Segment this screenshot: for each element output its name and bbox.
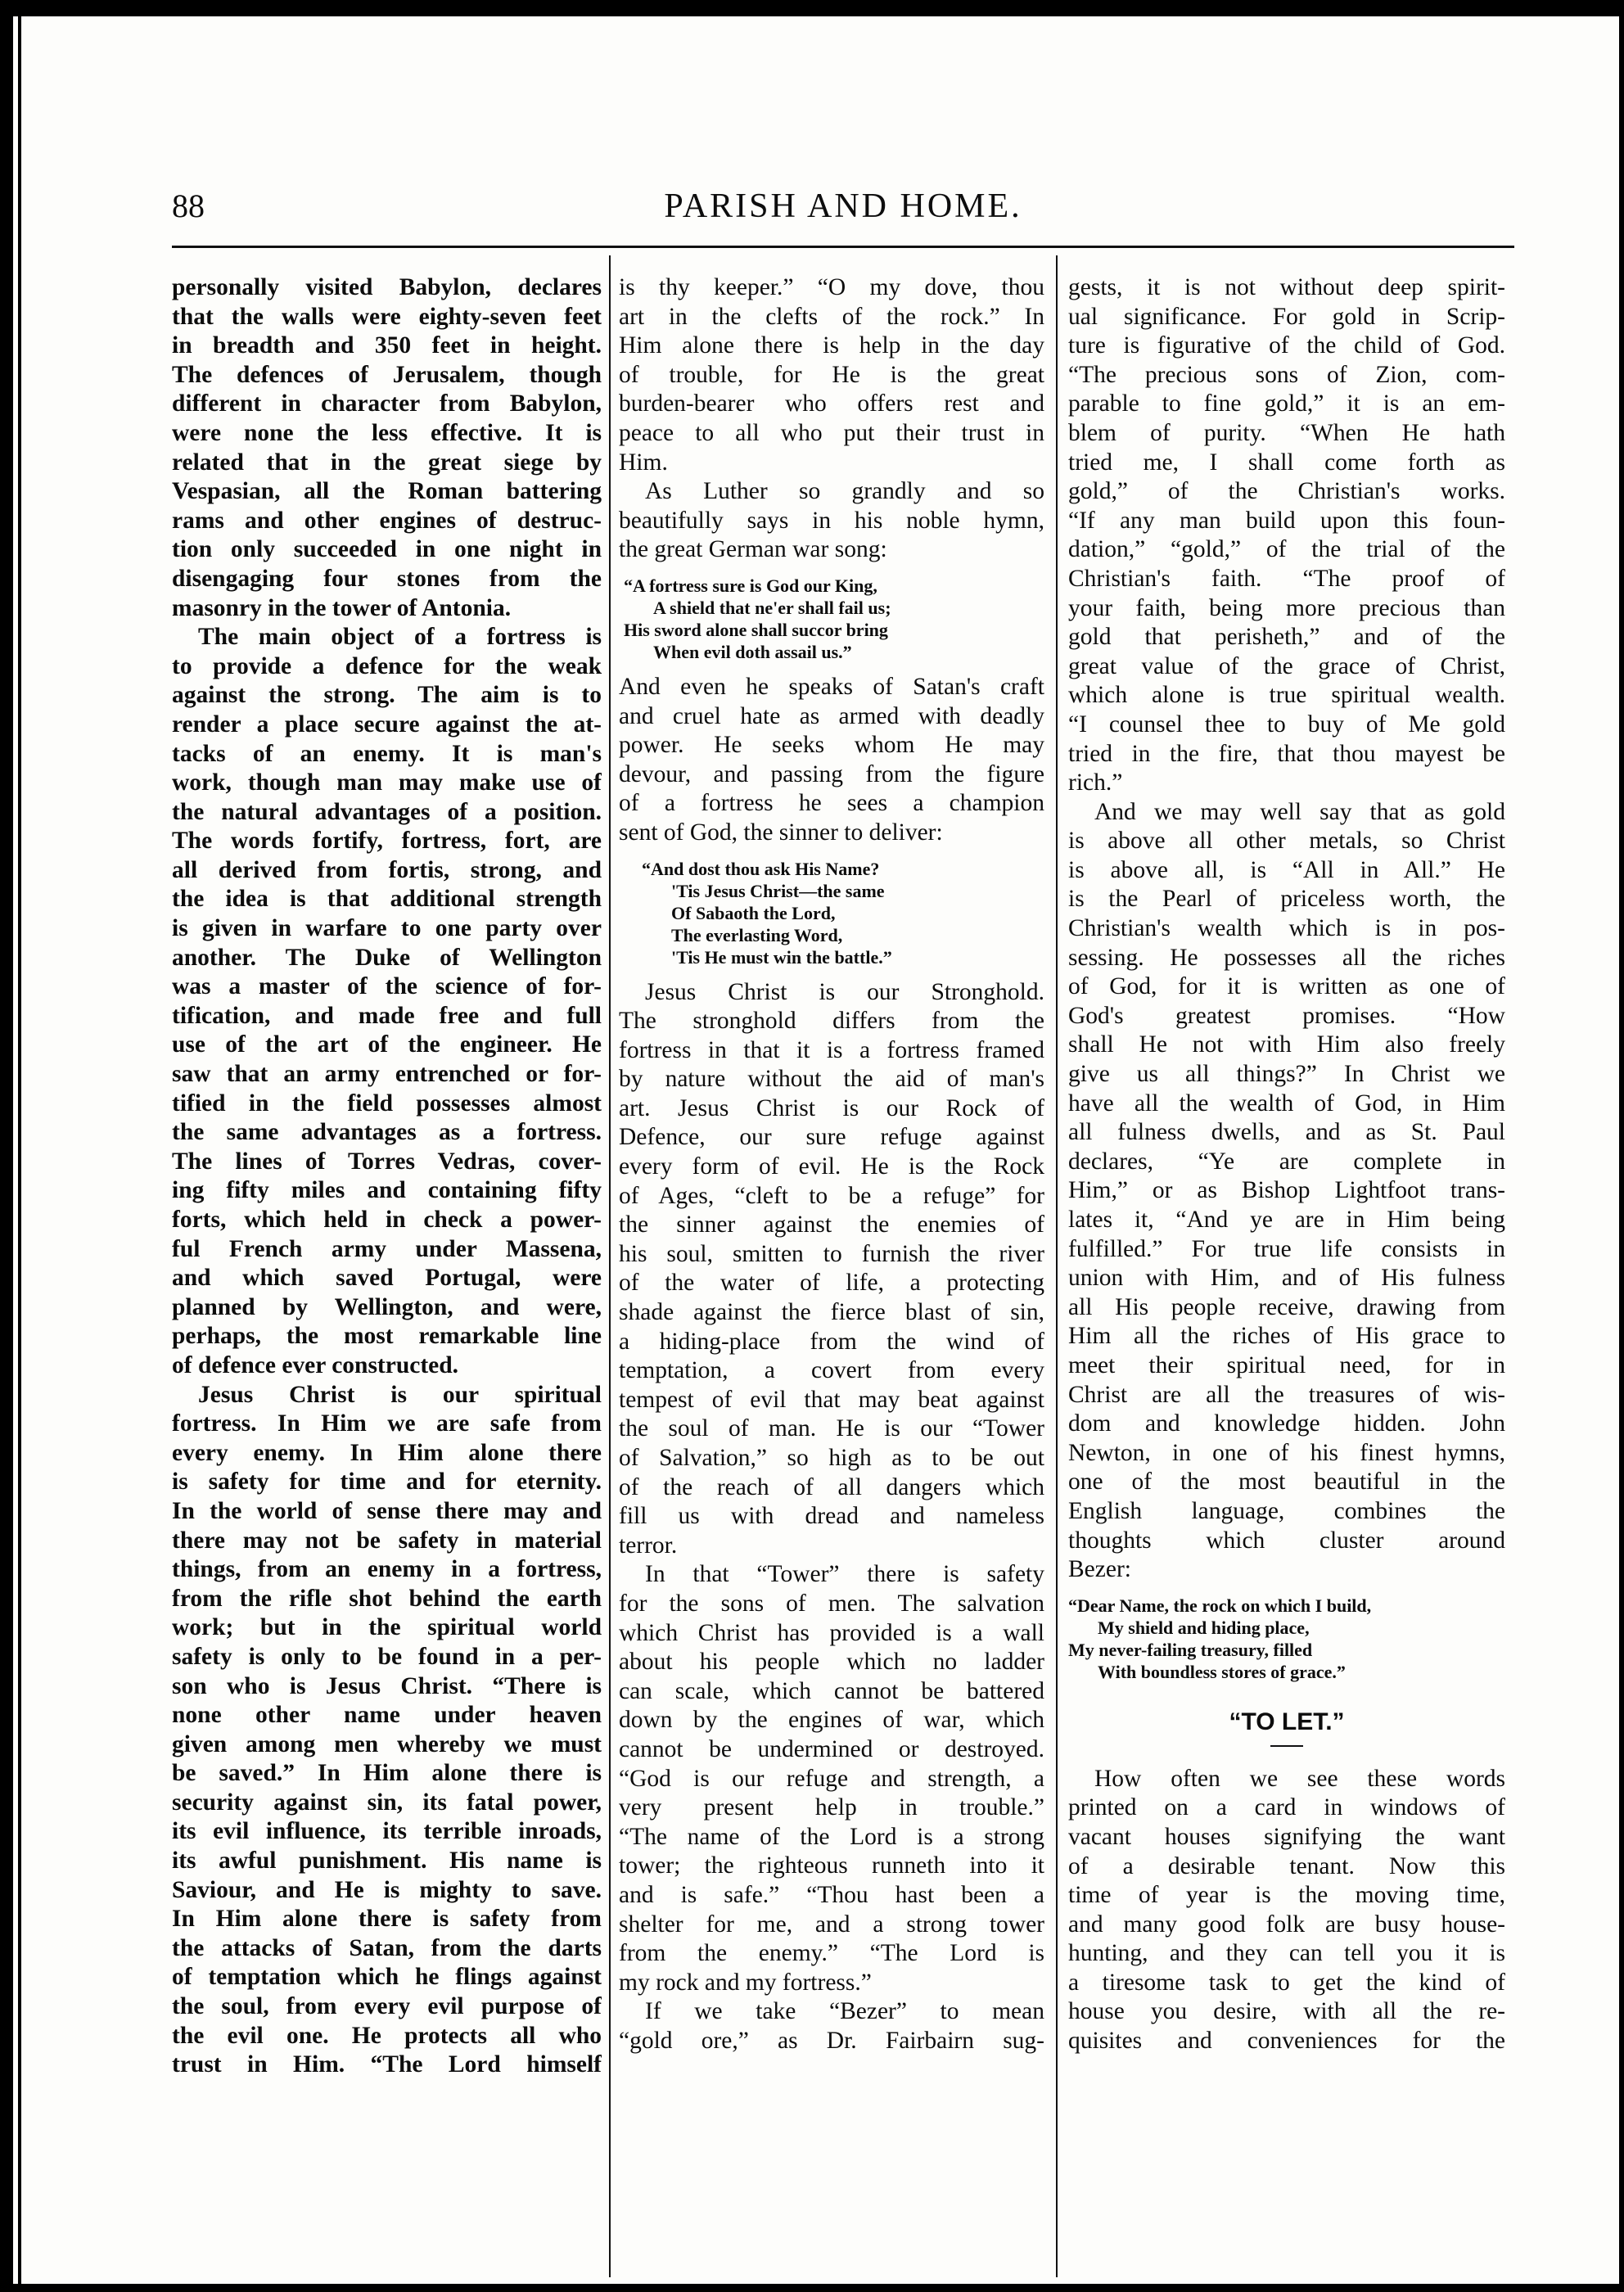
text-line: which Christ has provided is a wall bbox=[619, 1619, 1044, 1646]
text-line: the evil one. He protects all who bbox=[172, 2022, 602, 2049]
text-line: blem of purity. “When He hath bbox=[1068, 419, 1505, 446]
text-line: And we may well say that as gold bbox=[1094, 798, 1505, 825]
text-line: is the Pearl of priceless worth, the bbox=[1068, 886, 1505, 913]
text-line: Him alone there is help in the day bbox=[619, 332, 1044, 359]
text-line: “gold ore,” as Dr. Fairbairn sug- bbox=[619, 2027, 1044, 2054]
text-line: The main object of a fortress is bbox=[198, 624, 602, 651]
text-line: another. The Duke of Wellington bbox=[172, 944, 602, 971]
verse-line: My never-failing treasury, filled bbox=[1068, 1639, 1313, 1660]
text-line: work; but in the spiritual world bbox=[172, 1614, 602, 1641]
text-line: its awful punishment. His name is bbox=[172, 1848, 602, 1875]
text-line: art. Jesus Christ is our Rock of bbox=[619, 1094, 1044, 1121]
column-1 bbox=[172, 273, 602, 2080]
text-line: every form of evil. He is the Rock bbox=[619, 1153, 1044, 1180]
text-line: the natural advantages of a position. bbox=[172, 798, 602, 825]
text-line: its evil influence, its terrible inroads, bbox=[172, 1818, 602, 1845]
text-line: of Salvation,” so high as to be out bbox=[619, 1445, 1044, 1471]
column-divider-2 bbox=[1056, 255, 1058, 2277]
text-line: fill us with dread and nameless bbox=[619, 1503, 1044, 1530]
text-line: tried me, I shall come forth as bbox=[1068, 449, 1505, 476]
text-line: Saviour, and He is mighty to save. bbox=[172, 1876, 602, 1903]
verse-line: Of Sabaoth the Lord, bbox=[671, 902, 836, 923]
text-line: cannot be undermined or destroyed. bbox=[619, 1735, 1044, 1762]
text-line: “I counsel thee to buy of Me gold bbox=[1068, 711, 1505, 738]
text-line: and cruel hate as armed with deadly bbox=[619, 702, 1044, 729]
text-line: masonry in the tower of Antonia. bbox=[172, 594, 512, 621]
text-line: vacant houses signifying the want bbox=[1068, 1823, 1505, 1850]
text-line: In that “Tower” there is safety bbox=[645, 1561, 1044, 1588]
text-line: ful French army under Massena, bbox=[172, 1235, 602, 1262]
verse-line: “A fortress sure is God our King, bbox=[624, 575, 877, 596]
verse-line: The everlasting Word, bbox=[671, 924, 843, 945]
text-line: give us all things?” In Christ we bbox=[1068, 1061, 1505, 1088]
text-line: ual significance. For gold in Scrip- bbox=[1068, 303, 1505, 330]
text-line: art in the clefts of the rock.” In bbox=[619, 303, 1044, 330]
column-2-text-a bbox=[619, 273, 1044, 565]
page-header bbox=[172, 187, 1514, 244]
text-line: How often we see these words bbox=[1094, 1765, 1505, 1792]
verse-line: “And dost thou ask His Name? bbox=[642, 858, 880, 879]
text-line: hunting, and they can tell you it is bbox=[1068, 1940, 1505, 1967]
text-line: from the enemy.” “The Lord is bbox=[619, 1940, 1044, 1967]
text-line: shade against the fierce blast of sin, bbox=[619, 1299, 1044, 1326]
text-line: of the water of life, a protecting bbox=[619, 1270, 1044, 1297]
verse-line: My shield and hiding place, bbox=[1098, 1617, 1310, 1638]
text-line: And even he speaks of Satan's craft bbox=[619, 673, 1044, 700]
text-line: As Luther so grandly and so bbox=[645, 478, 1044, 505]
text-line: is above all, is “All in All.” He bbox=[1068, 856, 1505, 883]
text-line: God's greatest promises. “How bbox=[1068, 1002, 1505, 1029]
text-line: trust in Him. “The Lord himself bbox=[172, 2051, 602, 2078]
text-line: my rock and my fortress.” bbox=[619, 1969, 872, 1996]
text-line: Him. bbox=[619, 449, 668, 476]
text-line: great value of the grace of Christ, bbox=[1068, 652, 1505, 679]
text-line: peace to all who put their trust in bbox=[619, 419, 1044, 446]
column-3-text-b bbox=[1068, 1765, 1505, 2056]
text-line: all His people receive, drawing from bbox=[1068, 1293, 1505, 1320]
text-line: safety is only to be found in a per- bbox=[172, 1643, 602, 1670]
verse-line: When evil doth assail us.” bbox=[653, 641, 852, 662]
text-line: ture is figurative of the child of God. bbox=[1068, 332, 1505, 359]
text-line: is safety for time and for eternity. bbox=[172, 1469, 602, 1496]
text-line: his soul, smitten to furnish the river bbox=[619, 1240, 1044, 1267]
column-3 bbox=[1068, 273, 1505, 2056]
text-line: devour, and passing from the figure bbox=[619, 760, 1044, 787]
text-line: a hiding-place from the wind of bbox=[619, 1328, 1044, 1355]
text-line: house you desire, with all the re- bbox=[1068, 1998, 1505, 2025]
text-line: gold,” of the Christian's works. bbox=[1068, 478, 1505, 505]
text-line: work, though man may make use of bbox=[172, 769, 602, 796]
text-line: of Ages, “cleft to be a refuge” for bbox=[619, 1182, 1044, 1209]
text-line: fortress. In Him we are safe from bbox=[172, 1410, 602, 1437]
scan-edge-left-line bbox=[18, 0, 21, 2292]
text-line: Christian's faith. “The proof of bbox=[1068, 565, 1505, 592]
column-2 bbox=[619, 273, 1044, 2055]
text-line: security against sin, its fatal power, bbox=[172, 1789, 602, 1816]
text-line: your faith, being more precious than bbox=[1068, 594, 1505, 621]
text-line: ing fifty miles and containing fifty bbox=[172, 1177, 602, 1204]
text-line: Jesus Christ is our spiritual bbox=[198, 1381, 602, 1408]
text-line: is thy keeper.” “O my dove, thou bbox=[619, 274, 1044, 300]
text-line: printed on a card in windows of bbox=[1068, 1794, 1505, 1821]
text-line: which alone is true spiritual wealth. bbox=[1068, 682, 1505, 709]
text-line: can scale, which cannot be battered bbox=[619, 1677, 1044, 1704]
scan-edge-top bbox=[0, 0, 1624, 16]
text-line: related that in the great siege by bbox=[172, 449, 602, 476]
text-line: power. He seeks whom He may bbox=[619, 732, 1044, 759]
text-line: that the walls were eighty-seven feet bbox=[172, 303, 602, 330]
text-line: render a place secure against the at- bbox=[172, 711, 602, 738]
text-line: tower; the righteous runneth into it bbox=[619, 1852, 1044, 1879]
text-line: rich.” bbox=[1068, 769, 1123, 796]
text-line: to provide a defence for the weak bbox=[172, 652, 602, 679]
text-line: dation,” “gold,” of the trial of the bbox=[1068, 536, 1505, 563]
text-line: tified in the field possesses almost bbox=[172, 1090, 602, 1117]
text-line: forts, which held in check a power- bbox=[172, 1207, 602, 1233]
text-line: things, from an enemy in a fortress, bbox=[172, 1556, 602, 1583]
text-line: against the strong. The aim is to bbox=[172, 682, 602, 709]
text-line: Bezer: bbox=[1068, 1556, 1131, 1583]
text-line: burden-bearer who offers rest and bbox=[619, 390, 1044, 417]
text-line: very present help in trouble.” bbox=[619, 1794, 1044, 1821]
text-line: Him all the riches of His grace to bbox=[1068, 1323, 1505, 1350]
text-line: beautifully says in his noble hymn, bbox=[619, 507, 1044, 534]
text-line: and is safe.” “Thou hast been a bbox=[619, 1881, 1044, 1908]
verse-line: His sword alone shall succor bring bbox=[624, 619, 888, 640]
scan-edge-right bbox=[1619, 0, 1624, 2292]
newton-verse bbox=[1068, 1595, 1505, 1683]
text-line: tempest of evil that may beat against bbox=[619, 1386, 1044, 1413]
text-line: the sinner against the enemies of bbox=[619, 1211, 1044, 1238]
text-line: of trouble, for He is the great bbox=[619, 361, 1044, 388]
text-line: given among men whereby we must bbox=[172, 1730, 602, 1757]
text-line: a tiresome task to get the kind of bbox=[1068, 1969, 1505, 1996]
text-line: dom and knowledge hidden. John bbox=[1068, 1410, 1505, 1437]
verse-line: 'Tis Jesus Christ—the same bbox=[671, 880, 885, 901]
text-line: lates it, “And ye are in Him being bbox=[1068, 1207, 1505, 1233]
text-line: shelter for me, and a strong tower bbox=[619, 1911, 1044, 1938]
text-line: Him,” or as Bishop Lightfoot trans- bbox=[1068, 1177, 1505, 1204]
verse-line: With boundless stores of grace.” bbox=[1098, 1661, 1346, 1682]
heading-dash bbox=[1270, 1745, 1303, 1747]
text-line: terror. bbox=[619, 1532, 678, 1559]
text-line: for the sons of men. The salvation bbox=[619, 1590, 1044, 1617]
text-line: Jesus Christ is our Stronghold. bbox=[645, 978, 1044, 1005]
text-line: the great German war song: bbox=[619, 536, 887, 563]
text-line: disengaging four stones from the bbox=[172, 565, 602, 592]
column-2-text-c bbox=[619, 978, 1044, 2056]
text-line: about his people which no ladder bbox=[619, 1649, 1044, 1676]
text-line: quisites and conveniences for the bbox=[1068, 2028, 1505, 2055]
text-line: the idea is that additional strength bbox=[172, 886, 602, 913]
text-line: planned by Wellington, and were, bbox=[172, 1293, 602, 1320]
text-line: gold that perisheth,” and of the bbox=[1068, 624, 1505, 651]
text-line: is above all other metals, so Christ bbox=[1068, 828, 1505, 855]
text-line: there may not be safety in material bbox=[172, 1527, 602, 1554]
text-line: English language, combines the bbox=[1068, 1497, 1505, 1524]
text-line: is given in warfare to one party over bbox=[172, 915, 602, 942]
text-line: shall He not with Him also freely bbox=[1068, 1031, 1505, 1058]
text-line: time of year is the moving time, bbox=[1068, 1882, 1505, 1909]
text-line: perhaps, the most remarkable line bbox=[172, 1323, 602, 1350]
luther-verse bbox=[619, 575, 1044, 663]
column-1-text bbox=[172, 273, 602, 2080]
text-line: the same advantages as a fortress. bbox=[172, 1119, 602, 1146]
text-line: sent of God, the sinner to deliver: bbox=[619, 819, 943, 846]
text-line: the soul of man. He is our “Tower bbox=[619, 1415, 1044, 1442]
text-line: different in character from Babylon, bbox=[172, 390, 602, 417]
text-line: was a master of the science of for- bbox=[172, 973, 602, 1000]
header-rule bbox=[172, 246, 1514, 248]
running-title: PARISH AND HOME. bbox=[664, 187, 1022, 225]
text-line: If we take “Bezer” to mean bbox=[645, 1998, 1044, 2025]
text-line: “If any man build upon this foun- bbox=[1068, 507, 1505, 534]
column-3-text-a bbox=[1068, 273, 1505, 1585]
text-line: use of the art of the engineer. He bbox=[172, 1031, 602, 1058]
text-line: “The name of the Lord is a strong bbox=[619, 1823, 1044, 1850]
text-line: in breadth and 350 feet in height. bbox=[172, 332, 602, 359]
text-line: the attacks of Satan, from the darts bbox=[172, 1934, 602, 1961]
text-line: were none the less effective. It is bbox=[172, 419, 602, 446]
text-line: thoughts which cluster around bbox=[1068, 1527, 1505, 1554]
text-line: saw that an army entrenched or for- bbox=[172, 1061, 602, 1088]
text-line: Vespasian, all the Roman battering bbox=[172, 478, 602, 505]
text-line: The lines of Torres Vedras, cover- bbox=[172, 1148, 602, 1175]
column-2-text-b bbox=[619, 673, 1044, 848]
text-line: The stronghold differs from the bbox=[619, 1008, 1044, 1035]
text-line: son who is Jesus Christ. “There is bbox=[172, 1672, 602, 1699]
text-line: Newton, in one of his finest hymns, bbox=[1068, 1439, 1505, 1466]
text-line: tried in the fire, that thou mayest be bbox=[1068, 740, 1505, 767]
text-line: of God, for it is written as one of bbox=[1068, 973, 1505, 1000]
text-line: tification, and made free and full bbox=[172, 1002, 602, 1029]
text-line: meet their spiritual need, for in bbox=[1068, 1351, 1505, 1378]
text-line: be saved.” In Him alone there is bbox=[172, 1760, 602, 1787]
text-line: all derived from fortis, strong, and bbox=[172, 856, 602, 883]
column-divider-1 bbox=[609, 255, 611, 2277]
text-line: and many good folk are busy house- bbox=[1068, 1911, 1505, 1938]
text-line: gests, it is not without deep spirit- bbox=[1068, 274, 1505, 300]
text-line: “God is our refuge and strength, a bbox=[619, 1765, 1044, 1792]
text-line: declares, “Ye are complete in bbox=[1068, 1148, 1505, 1175]
name-verse bbox=[619, 858, 1044, 968]
text-line: In the world of sense there may and bbox=[172, 1497, 602, 1524]
text-line: fulfilled.” For true life consists in bbox=[1068, 1235, 1505, 1262]
text-line: the soul, from every evil purpose of bbox=[172, 1993, 602, 2020]
text-line: temptation, a covert from every bbox=[619, 1357, 1044, 1384]
text-line: have all the wealth of God, in Him bbox=[1068, 1090, 1505, 1117]
text-line: sessing. He possesses all the riches bbox=[1068, 944, 1505, 971]
text-line: of defence ever constructed. bbox=[172, 1351, 459, 1378]
text-line: none other name under heaven bbox=[172, 1702, 602, 1729]
text-line: every enemy. In Him alone there bbox=[172, 1439, 602, 1466]
text-line: of a desirable tenant. Now this bbox=[1068, 1852, 1505, 1879]
scan-edge-left bbox=[0, 0, 13, 2292]
text-line: Christian's wealth which is in pos- bbox=[1068, 915, 1505, 942]
text-line: down by the engines of war, which bbox=[619, 1707, 1044, 1734]
text-line: Christ are all the treasures of wis- bbox=[1068, 1381, 1505, 1408]
text-line: of a fortress he sees a champion bbox=[619, 790, 1044, 817]
text-line: all fulness dwells, and as St. Paul bbox=[1068, 1119, 1505, 1146]
verse-line: A shield that ne'er shall fail us; bbox=[653, 597, 891, 618]
text-line: In Him alone there is safety from bbox=[172, 1906, 602, 1933]
text-line: by nature without the aid of man's bbox=[619, 1066, 1044, 1093]
text-line: tion only succeeded in one night in bbox=[172, 536, 602, 563]
text-line: personally visited Babylon, declares bbox=[172, 274, 602, 300]
text-line: tacks of an enemy. It is man's bbox=[172, 740, 602, 767]
text-line: “The precious sons of Zion, com- bbox=[1068, 361, 1505, 388]
section-heading-to-let: “TO LET.” bbox=[1229, 1708, 1345, 1735]
text-line: and which saved Portugal, were bbox=[172, 1265, 602, 1292]
verse-line: 'Tis He must win the battle.” bbox=[671, 946, 892, 968]
scan-edge-bottom bbox=[0, 2284, 1624, 2292]
text-line: of the reach of all dangers which bbox=[619, 1473, 1044, 1500]
text-line: union with Him, and of His fulness bbox=[1068, 1265, 1505, 1292]
text-line: fortress in that it is a fortress framed bbox=[619, 1036, 1044, 1063]
page-number: 88 bbox=[172, 187, 205, 224]
text-line: of temptation which he flings against bbox=[172, 1964, 602, 1991]
text-line: from the rifle shot behind the earth bbox=[172, 1585, 602, 1612]
text-line: rams and other engines of destruc- bbox=[172, 507, 602, 534]
text-line: one of the most beautiful in the bbox=[1068, 1469, 1505, 1496]
verse-line: “Dear Name, the rock on which I build, bbox=[1068, 1595, 1372, 1616]
text-line: The defences of Jerusalem, though bbox=[172, 361, 602, 388]
text-line: The words fortify, fortress, fort, are bbox=[172, 828, 602, 855]
text-line: Defence, our sure refuge against bbox=[619, 1124, 1044, 1151]
text-line: parable to fine gold,” it is an em- bbox=[1068, 390, 1505, 417]
